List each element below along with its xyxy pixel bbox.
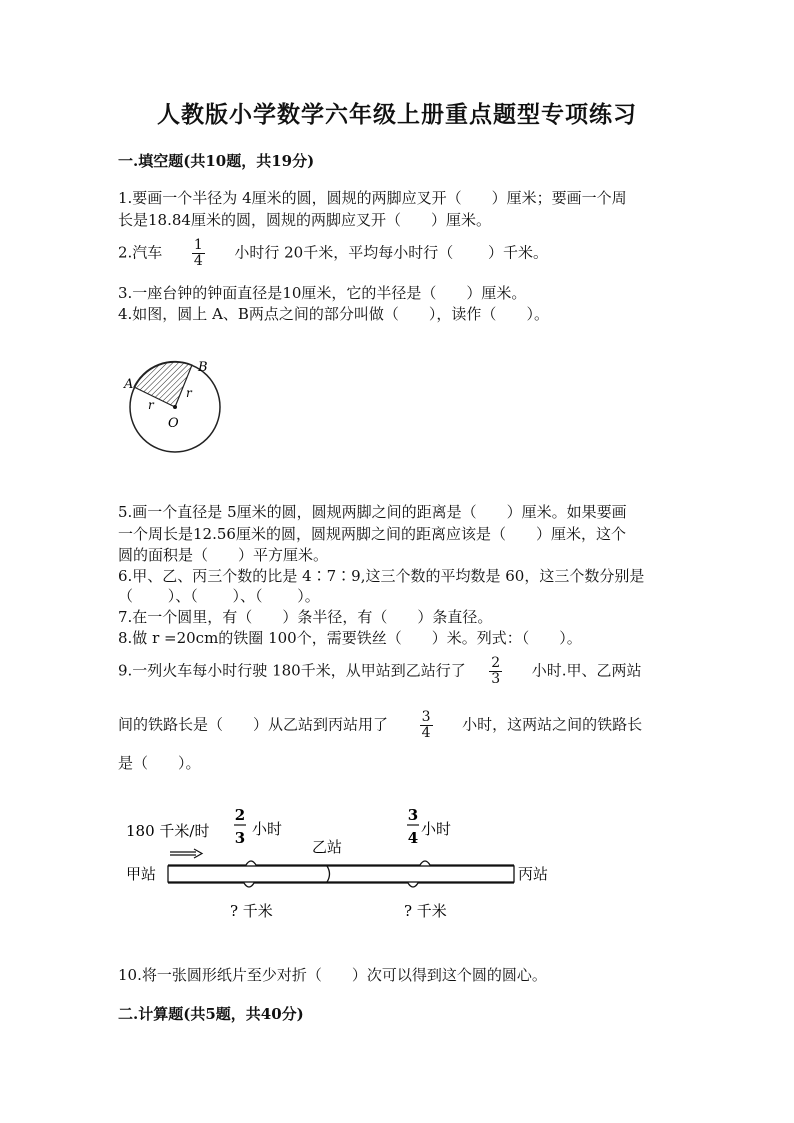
question-1-line-1: 1.要画一个半径为 4厘米的圆，圆规的两脚应叉开（ ）厘米；要画一个周 — [118, 189, 627, 207]
railway-track — [168, 866, 514, 882]
question-9-line-1 — [118, 656, 642, 687]
station-jia-label: 甲站 — [126, 865, 157, 883]
question-9-line-2-post: 小时，这两站之间的铁路长 — [462, 715, 643, 734]
question-4: 4.如图，圆上 A、B两点之间的部分叫做（ ），读作（ ）。 — [118, 305, 549, 323]
radius-label-right: r — [186, 386, 192, 400]
time-2-denominator: 4 — [407, 829, 419, 847]
time-1-numerator: 2 — [234, 806, 246, 824]
point-b-label: B — [198, 360, 208, 375]
question-9-line-1-pre: 9.一列火车每小时行驶 180千米，从甲站到乙站行了 — [118, 661, 466, 680]
question-9-line-2-pre: 间的铁路长是（ ）从乙站到丙站用了 — [118, 715, 389, 734]
question-2-fraction — [192, 238, 205, 269]
question-2-pre: 2.汽车 — [118, 243, 163, 262]
arrow-head — [194, 849, 202, 858]
fraction-numerator: 3 — [421, 709, 431, 725]
fraction-denominator: 4 — [421, 725, 431, 741]
time-2-unit: 小时 — [421, 820, 452, 838]
time-2-numerator: 3 — [407, 806, 419, 824]
circle-sector-figure — [118, 355, 228, 455]
station-bing-label: 丙站 — [518, 865, 549, 883]
speed-label: 180 千米/时 — [126, 822, 210, 840]
question-5-line-2: 一个周长是12.56厘米的圆，圆规两脚之间的距离应该是（ ）厘米，这个 — [118, 525, 626, 543]
time-1-denominator: 3 — [234, 829, 246, 847]
question-2-post: 小时行 20千米，平均每小时行（ ）千米。 — [234, 243, 548, 262]
question-6-line-1: 6.甲、乙、丙三个数的比是 4∶7∶9,这三个数的平均数是 60，这三个数分别是 — [118, 567, 645, 585]
center-o-label: O — [168, 416, 179, 431]
fraction-denominator: 3 — [491, 671, 501, 687]
fraction-denominator: 4 — [193, 253, 203, 269]
distance-2-label: ? 千米 — [404, 902, 447, 920]
station-yi-label: 乙站 — [312, 838, 343, 856]
question-10: 10.将一张圆形纸片至少对折（ ）次可以得到这个圆的圆心。 — [118, 966, 547, 984]
question-8: 8.做 r =20cm的铁圈 100个，需要铁丝（ ）米。列式：（ ）。 — [118, 629, 582, 647]
question-9-fraction-2 — [420, 710, 433, 741]
question-6-line-2: （ ）、（ ）、（ ）。 — [118, 587, 320, 605]
section-heading-calculation: 二.计算题(共5题，共40分) — [118, 1005, 304, 1023]
time-1-unit: 小时 — [252, 820, 283, 838]
fraction-numerator: 2 — [491, 655, 501, 671]
railway-diagram — [118, 800, 568, 930]
center-point — [173, 405, 177, 409]
question-2 — [118, 238, 548, 269]
question-5-line-3: 圆的面积是（ ）平方厘米。 — [118, 546, 329, 564]
point-a-label: A — [124, 377, 134, 392]
question-7: 7.在一个圆里，有（ ）条半径，有（ ）条直径。 — [118, 608, 493, 626]
question-1-line-2: 长是18.84厘米的圆，圆规的两脚应叉开（ ）厘米。 — [118, 211, 491, 229]
station-yi-divider — [327, 866, 330, 882]
radius-label-left: r — [148, 398, 154, 412]
section-heading-fill-blank: 一.填空题(共10题，共19分) — [118, 152, 315, 170]
shaded-sector — [134, 361, 192, 407]
top-brace — [168, 861, 514, 865]
question-5-line-1: 5.画一个直径是 5厘米的圆，圆规两脚之间的距离是（ ）厘米。如果要画 — [118, 503, 627, 521]
bottom-brace — [168, 883, 514, 887]
distance-1-label: ? 千米 — [230, 902, 273, 920]
fraction-numerator: 1 — [193, 237, 203, 253]
question-9-line-2 — [118, 710, 642, 741]
question-9-line-3: 是（ ）。 — [118, 754, 201, 772]
question-9-line-1-post: 小时.甲、乙两站 — [531, 661, 642, 680]
question-3: 3.一座台钟的钟面直径是10厘米，它的半径是（ ）厘米。 — [118, 284, 527, 302]
page-title: 人教版小学数学六年级上册重点题型专项练习 — [157, 101, 637, 128]
question-9-fraction-1 — [489, 656, 502, 687]
